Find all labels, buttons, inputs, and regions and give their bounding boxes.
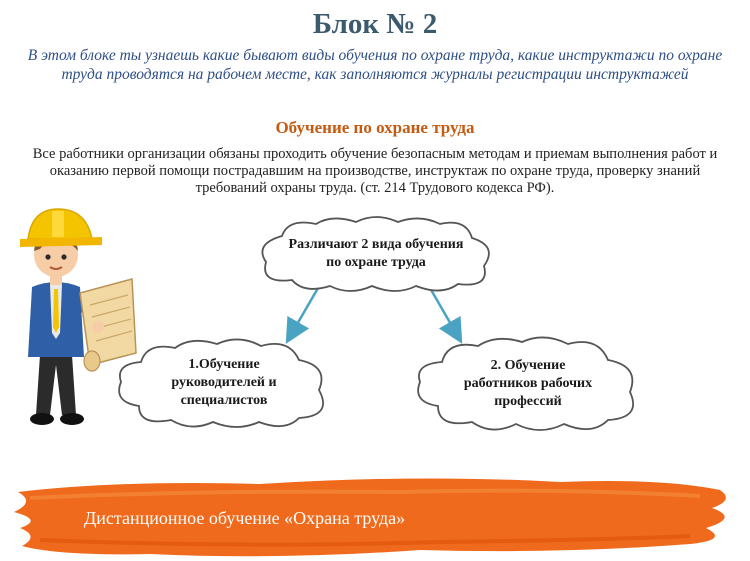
body-paragraph: Все работники организации обязаны проходить обучение безопасным методам и приемам выполнения работ и оказанию первой помощи пострадавшим на производстве, инструктаж по охране труда, проверку знаний требований охраны труда. (ст. 214 Трудового кодекса РФ). (32, 146, 718, 196)
page-title: Блок № 2 (312, 8, 438, 40)
cloud-top-text: Различают 2 вида обучения по охране труда (288, 237, 464, 270)
arrow-down-left-icon (292, 288, 318, 333)
footer-course-title: Дистанционное обучение «Охрана труда» (84, 508, 406, 528)
section-heading: Обучение по охране труда (275, 118, 475, 137)
arrow-down-right-icon (430, 288, 456, 333)
cloud-right-text: 2. Обучение работников рабочих профессий (463, 358, 593, 409)
intro-text: В этом блоке ты узнаешь какие бывают виды обучения по охране труда, какие инструктажи по охране труда проводятся на рабочем месте, как заполняются журналы регистрации инструктажей (27, 47, 723, 83)
cloud-left-text: 1.Обучение руководителей и специалистов (171, 357, 277, 408)
